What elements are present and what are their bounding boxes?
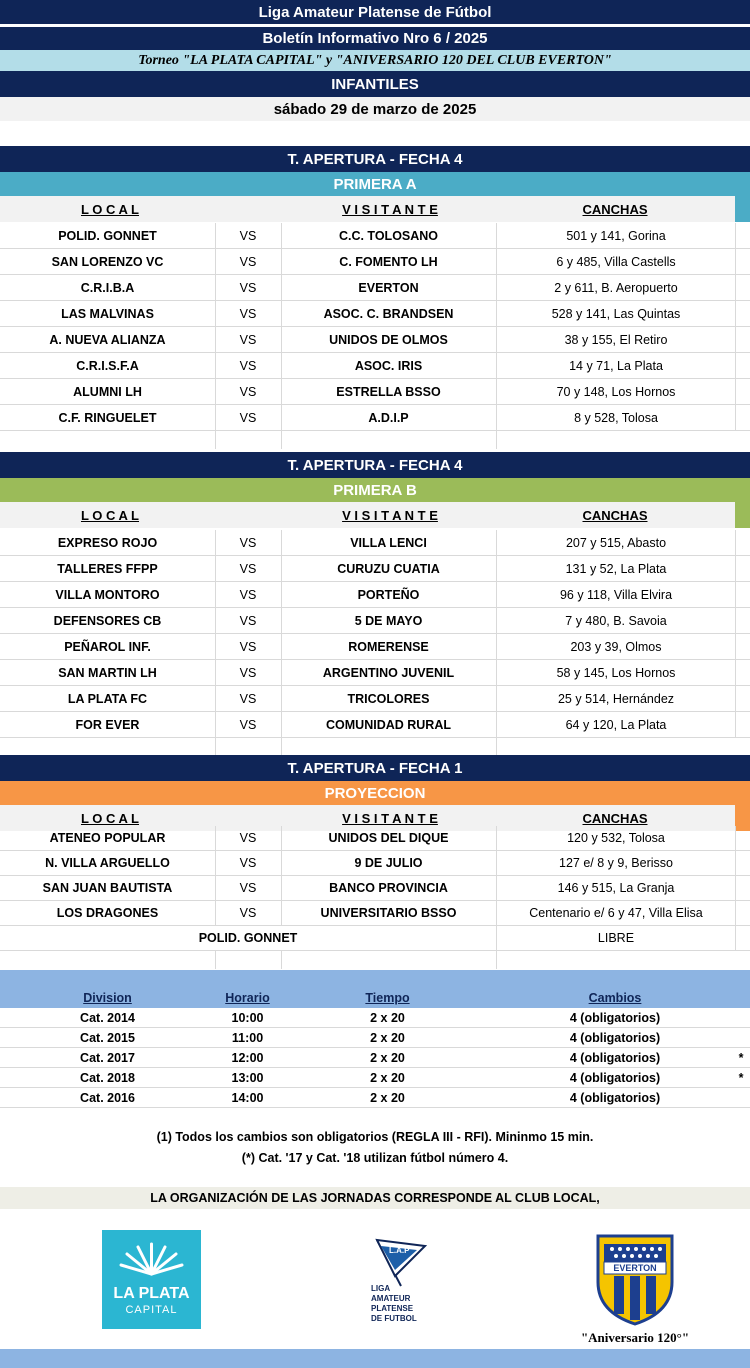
- match-row: [0, 851, 750, 876]
- match-row: [0, 530, 750, 556]
- field-location: 7 y 480, B. Savoia: [565, 614, 667, 628]
- field-location: 120 y 532, Tolosa: [567, 831, 665, 845]
- bye-team: POLID. GONNET: [198, 931, 298, 945]
- local-team: ALUMNI LH: [73, 385, 142, 399]
- lap-line3: PLATENSE: [371, 1304, 414, 1313]
- match-date: sábado 29 de marzo de 2025: [0, 97, 750, 121]
- match-row: [0, 327, 750, 353]
- match-row: [0, 712, 750, 738]
- local-team: DEFENSORES CB: [53, 614, 162, 628]
- section-title: T. APERTURA - FECHA 4: [0, 452, 750, 478]
- local-team: VILLA MONTORO: [55, 588, 160, 602]
- field-location: 501 y 141, Gorina: [566, 229, 666, 243]
- field-location: 528 y 141, Las Quintas: [551, 307, 681, 321]
- local-team: PEÑAROL INF.: [64, 640, 151, 654]
- visiting-team: ROMERENSE: [348, 640, 429, 654]
- division-title: PRIMERA B: [0, 478, 750, 502]
- local-team: SAN LORENZO VC: [51, 255, 164, 269]
- visiting-team: UNIVERSITARIO BSSO: [320, 906, 457, 920]
- vs-label: VS: [239, 333, 257, 347]
- note-ball: (*) Cat. '17 y Cat. '18 utilizan fútbol número 4.: [241, 1151, 509, 1165]
- schedule-header-row: [0, 988, 750, 1008]
- col-canchas: CANCHAS: [582, 508, 648, 523]
- schedule-time: 12:00: [231, 1051, 264, 1065]
- vs-label: VS: [239, 359, 257, 373]
- laplata-capital-logo: [102, 1230, 201, 1329]
- match-row: [0, 582, 750, 608]
- visiting-team: TRICOLORES: [347, 692, 430, 706]
- vs-label: VS: [239, 831, 257, 845]
- local-team: SAN MARTIN LH: [58, 666, 157, 680]
- local-team: LOS DRAGONES: [56, 906, 159, 920]
- note-changes: (1) Todos los cambios son obligatorios (REGLA III - RFI). Mininmo 15 min.: [156, 1130, 594, 1144]
- division-title: PRIMERA A: [0, 172, 750, 196]
- spacer-row: [0, 431, 750, 449]
- schedule-time: 14:00: [231, 1091, 264, 1105]
- match-row: [0, 223, 750, 249]
- vs-label: VS: [239, 906, 257, 920]
- match-row: [0, 379, 750, 405]
- schedule-row: [0, 1088, 750, 1108]
- lap-line2: AMATEUR: [371, 1294, 411, 1303]
- col-local: L O C A L: [80, 202, 140, 217]
- vs-label: VS: [239, 588, 257, 602]
- vs-label: VS: [239, 881, 257, 895]
- col-local: L O C A L: [80, 508, 140, 523]
- local-team: FOR EVER: [75, 718, 140, 732]
- schedule-col-division: Division: [83, 991, 132, 1005]
- lap-logo: [355, 1236, 455, 1336]
- footer-band: [0, 1349, 750, 1368]
- local-team: LA PLATA FC: [67, 692, 148, 706]
- vs-label: VS: [239, 255, 257, 269]
- visiting-team: C.C. TOLOSANO: [338, 229, 439, 243]
- schedule-changes: 4 (obligatorios): [569, 1091, 661, 1105]
- lap-flag-icon: [355, 1236, 455, 1288]
- field-location: 146 y 515, La Granja: [557, 881, 675, 895]
- league-title: Liga Amateur Platense de Fútbol: [0, 0, 750, 24]
- vs-label: VS: [239, 614, 257, 628]
- visiting-team: COMUNIDAD RURAL: [326, 718, 451, 732]
- division-color-strip: [735, 502, 750, 528]
- spacer-row: [0, 951, 750, 969]
- schedule-changes: 4 (obligatorios): [569, 1011, 661, 1025]
- field-location: 70 y 148, Los Hornos: [556, 385, 676, 399]
- field-location: 6 y 485, Villa Castells: [556, 255, 676, 269]
- division-color-strip: [735, 196, 750, 222]
- everton-badge-text: EVERTON: [613, 1263, 657, 1273]
- match-row: [0, 901, 750, 926]
- local-team: A. NUEVA ALIANZA: [49, 333, 166, 347]
- match-row: [0, 301, 750, 327]
- bye-label: LIBRE: [597, 931, 635, 945]
- col-visitante: V I S I T A N T E: [342, 202, 438, 217]
- match-header-row: [0, 196, 735, 222]
- local-team: N. VILLA ARGUELLO: [45, 856, 170, 870]
- sun-rays-icon: [102, 1230, 201, 1280]
- schedule-col-horario: Horario: [225, 991, 270, 1005]
- visiting-team: A.D.I.P: [368, 411, 409, 425]
- schedule-duration: 2 x 20: [370, 1011, 405, 1025]
- schedule-mark: *: [738, 1051, 744, 1065]
- field-location: 207 y 515, Abasto: [565, 536, 667, 550]
- lap-flag-text: L.A.P: [389, 1246, 410, 1255]
- organization-note: LA ORGANIZACIÓN DE LAS JORNADAS CORRESPONDE AL CLUB LOCAL,: [0, 1187, 750, 1209]
- schedule-division: Cat. 2018: [80, 1071, 135, 1085]
- vs-label: VS: [239, 856, 257, 870]
- everton-crest: [594, 1230, 676, 1330]
- visiting-team: EVERTON: [358, 281, 419, 295]
- everton-shield-icon: [594, 1230, 676, 1326]
- col-visitante: V I S I T A N T E: [342, 811, 438, 826]
- schedule-duration: 2 x 20: [370, 1091, 405, 1105]
- schedule-col-cambios: Cambios: [588, 991, 642, 1005]
- field-location: 58 y 145, Los Hornos: [556, 666, 676, 680]
- vs-label: VS: [239, 281, 257, 295]
- lap-line1: LIGA: [371, 1284, 391, 1293]
- local-team: C.F. RINGUELET: [58, 411, 157, 425]
- col-canchas: CANCHAS: [582, 811, 648, 826]
- match-header-row: [0, 502, 735, 528]
- field-location: 25 y 514, Hernández: [557, 692, 675, 706]
- laplata-logo-line2: CAPITAL: [125, 1304, 178, 1316]
- visiting-team: C. FOMENTO LH: [339, 255, 438, 269]
- match-row: [0, 556, 750, 582]
- schedule-time: 11:00: [231, 1031, 264, 1045]
- vs-label: VS: [239, 718, 257, 732]
- vs-label: VS: [239, 385, 257, 399]
- visiting-team: 9 DE JULIO: [354, 856, 423, 870]
- field-location: 127 e/ 8 y 9, Berisso: [559, 856, 673, 870]
- field-location: 131 y 52, La Plata: [565, 562, 667, 576]
- local-team: LAS MALVINAS: [61, 307, 154, 321]
- schedule-division: Cat. 2015: [80, 1031, 135, 1045]
- lap-line4: DE FUTBOL: [371, 1314, 417, 1323]
- schedule-row: [0, 1068, 750, 1088]
- vs-label: VS: [239, 666, 257, 680]
- bulletin-title: Boletín Informativo Nro 6 / 2025: [0, 27, 750, 50]
- section-title: T. APERTURA - FECHA 1: [0, 755, 750, 781]
- schedule-changes: 4 (obligatorios): [569, 1071, 661, 1085]
- local-team: SAN JUAN BAUTISTA: [42, 881, 173, 895]
- col-local: L O C A L: [80, 811, 140, 826]
- schedule-row: [0, 1048, 750, 1068]
- vs-label: VS: [239, 562, 257, 576]
- schedule-duration: 2 x 20: [370, 1071, 405, 1085]
- visiting-team: ASOC. IRIS: [354, 359, 423, 373]
- field-location: 64 y 120, La Plata: [565, 718, 667, 732]
- schedule-changes: 4 (obligatorios): [569, 1051, 661, 1065]
- schedule-division: Cat. 2017: [80, 1051, 135, 1065]
- bye-row: [0, 926, 750, 951]
- local-team: ATENEO POPULAR: [49, 831, 166, 845]
- local-team: TALLERES FFPP: [57, 562, 158, 576]
- visiting-team: VILLA LENCI: [350, 536, 427, 550]
- tournament-title: Torneo "LA PLATA CAPITAL" y "ANIVERSARIO 120 DEL CLUB EVERTON": [0, 50, 750, 71]
- local-team: POLID. GONNET: [58, 229, 157, 243]
- visiting-team: PORTEÑO: [357, 588, 420, 602]
- vs-label: VS: [239, 411, 257, 425]
- field-location: 203 y 39, Olmos: [570, 640, 662, 654]
- field-location: 14 y 71, La Plata: [569, 359, 663, 373]
- col-visitante: V I S I T A N T E: [342, 508, 438, 523]
- match-row: [0, 249, 750, 275]
- schedule-duration: 2 x 20: [370, 1031, 405, 1045]
- vs-label: VS: [239, 536, 257, 550]
- vs-label: VS: [239, 229, 257, 243]
- field-location: Centenario e/ 6 y 47, Villa Elisa: [529, 906, 703, 920]
- schedule-duration: 2 x 20: [370, 1051, 405, 1065]
- visiting-team: CURUZU CUATIA: [337, 562, 440, 576]
- field-location: 2 y 611, B. Aeropuerto: [554, 281, 678, 295]
- schedule-changes: 4 (obligatorios): [569, 1031, 661, 1045]
- everton-anniversary-caption: "Aniversario 120°": [580, 1330, 690, 1345]
- section-title: T. APERTURA - FECHA 4: [0, 146, 750, 172]
- visiting-team: UNIDOS DEL DIQUE: [328, 831, 449, 845]
- match-row: [0, 405, 750, 431]
- field-location: 96 y 118, Villa Elvira: [559, 588, 673, 602]
- schedule-division: Cat. 2014: [80, 1011, 135, 1025]
- visiting-team: ESTRELLA BSSO: [336, 385, 441, 399]
- division-title: PROYECCION: [0, 781, 750, 805]
- match-row: [0, 634, 750, 660]
- match-row: [0, 686, 750, 712]
- visiting-team: ARGENTINO JUVENIL: [322, 666, 455, 680]
- col-canchas: CANCHAS: [582, 202, 648, 217]
- field-location: 38 y 155, El Retiro: [564, 333, 668, 347]
- schedule-row: [0, 1008, 750, 1028]
- spacer-row: [0, 738, 750, 756]
- category-title: INFANTILES: [0, 71, 750, 97]
- match-row: [0, 608, 750, 634]
- local-team: C.R.I.S.F.A: [76, 359, 139, 373]
- visiting-team: UNIDOS DE OLMOS: [329, 333, 448, 347]
- schedule-time: 13:00: [231, 1071, 264, 1085]
- visiting-team: 5 DE MAYO: [354, 614, 423, 628]
- vs-label: VS: [239, 640, 257, 654]
- vs-label: VS: [239, 692, 257, 706]
- match-row: [0, 660, 750, 686]
- laplata-logo-line1: LA PLATA: [113, 1285, 190, 1302]
- schedule-division: Cat. 2016: [80, 1091, 135, 1105]
- match-row: [0, 876, 750, 901]
- match-row: [0, 826, 750, 851]
- local-team: C.R.I.B.A: [80, 281, 135, 295]
- field-location: 8 y 528, Tolosa: [574, 411, 658, 425]
- local-team: EXPRESO ROJO: [57, 536, 158, 550]
- visiting-team: ASOC. C. BRANDSEN: [323, 307, 454, 321]
- schedule-row: [0, 1028, 750, 1048]
- schedule-time: 10:00: [231, 1011, 264, 1025]
- schedule-col-tiempo: Tiempo: [365, 991, 410, 1005]
- match-row: [0, 275, 750, 301]
- match-row: [0, 353, 750, 379]
- schedule-mark: *: [738, 1071, 744, 1085]
- visiting-team: BANCO PROVINCIA: [329, 881, 448, 895]
- vs-label: VS: [239, 307, 257, 321]
